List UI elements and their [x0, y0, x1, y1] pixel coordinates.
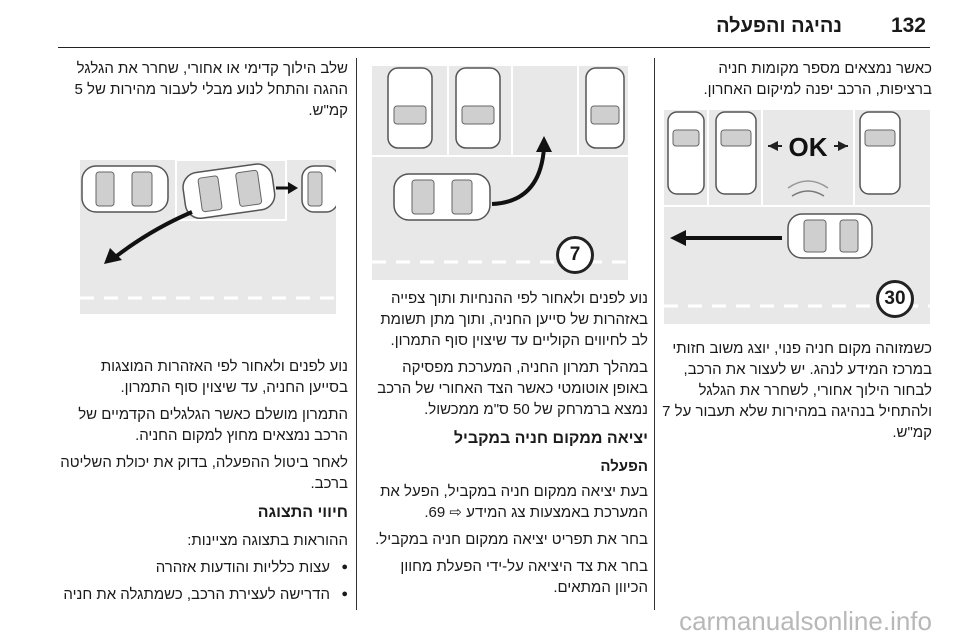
- maneuvering-car: [394, 174, 490, 220]
- left-para-3: התמרון מושלם כאשר הגלגלים הקדמיים של הרכב נמצאים מחוץ למקום החניה.: [78, 406, 348, 444]
- middle-column: [370, 288, 648, 604]
- middle-para-4: בחר את תפריט יציאה ממקום חניה במקביל.: [375, 531, 648, 548]
- left-para-1: שלב הילוך קדימי או אחורי, שחרר את הגלגל ההגה והתחל לנוע מבלי לעבור מהירות של 5 קמ"ש.: [74, 60, 348, 119]
- parking-assist-icon: ⇨: [449, 504, 462, 521]
- parking-exit-illustration: [80, 160, 336, 314]
- page-number: 132: [890, 14, 926, 37]
- middle-para-2: במהלך תמרון החניה, המערכת מפסיקה באופן אוטומטי כאשר הצד האחורי של הרכב נמצא ברמרחק של 50 ס"מ ממכשול.: [377, 359, 648, 418]
- page-header: [58, 12, 930, 48]
- display-messages-list: [58, 557, 348, 605]
- left-column-lower: [58, 356, 348, 611]
- figure-parking-exit: [80, 160, 336, 314]
- right-column: [660, 58, 932, 106]
- left-para-4: לאחר ביטול ההפעלה, בדוק את יכולת השליטה ברכב.: [60, 454, 348, 492]
- watermark: carmanualsonline.info: [679, 606, 932, 636]
- left-para-2: נוע לפנים ולאחור לפי האזהרות המוצגות בסייען החניה, עד שיצוין סוף התמרון.: [100, 358, 348, 396]
- ok-text: OK: [788, 132, 828, 162]
- left-heading: חיווי התצוגה: [257, 504, 348, 521]
- right-para-1: כאשר נמצאים מספר מקומות חניה ברציפות, הרכב יפנה למיקום האחרון.: [703, 60, 932, 98]
- left-column: [58, 58, 348, 127]
- figure-parking-scan: [664, 110, 930, 324]
- list-item: ● הדרישה לעצירת הרכב, כשמתגלה את חניה: [58, 584, 348, 605]
- speed-limit-badge-7: 7: [556, 236, 594, 274]
- left-para-5: ההוראות בתצוגה מציינות:: [187, 532, 348, 549]
- section-title: נהיגה והפעלה: [716, 15, 842, 37]
- right-para-2: כשמזוהה מקום חניה פנוי, יוצג משוב חזותי במרכז המידע לנהג. יש לעצור את הרכב, לבחור הילוך אחורי, לשחרר את הגלגל ולהתחיל בנהיגה במהירות שלא תעבור על 7 קמ"ש.: [662, 340, 932, 441]
- middle-para-1: נוע לפנים ולאחור לפי ההנחיות ותוך צפייה באזהרות של סייען החניה, ותוך מתן תשומת לב לחיווים הקוליים עד שיצוין סוף התמרון.: [380, 290, 648, 349]
- middle-para-5: בחר את צד היציאה על-ידי הפעלת מחוון הכיוון המתאים.: [400, 558, 648, 596]
- middle-heading: יציאה ממקום חניה במקביל: [453, 430, 648, 447]
- column-divider-left: [356, 58, 357, 610]
- moving-car: [788, 214, 872, 258]
- column-divider-right: [654, 58, 655, 610]
- speed-limit-badge-30: 30: [876, 280, 914, 318]
- list-item: ● עצות כלליות והודעות אזהרה: [58, 557, 348, 578]
- right-column-lower: [660, 338, 932, 449]
- middle-para-3: בעת יציאה ממקום חניה במקביל, הפעל את המערכת באמצעות צג המידע ⇨ 69.: [380, 483, 648, 521]
- figure-parking-maneuver: [372, 66, 628, 280]
- middle-subheading: הפעלה: [600, 458, 648, 475]
